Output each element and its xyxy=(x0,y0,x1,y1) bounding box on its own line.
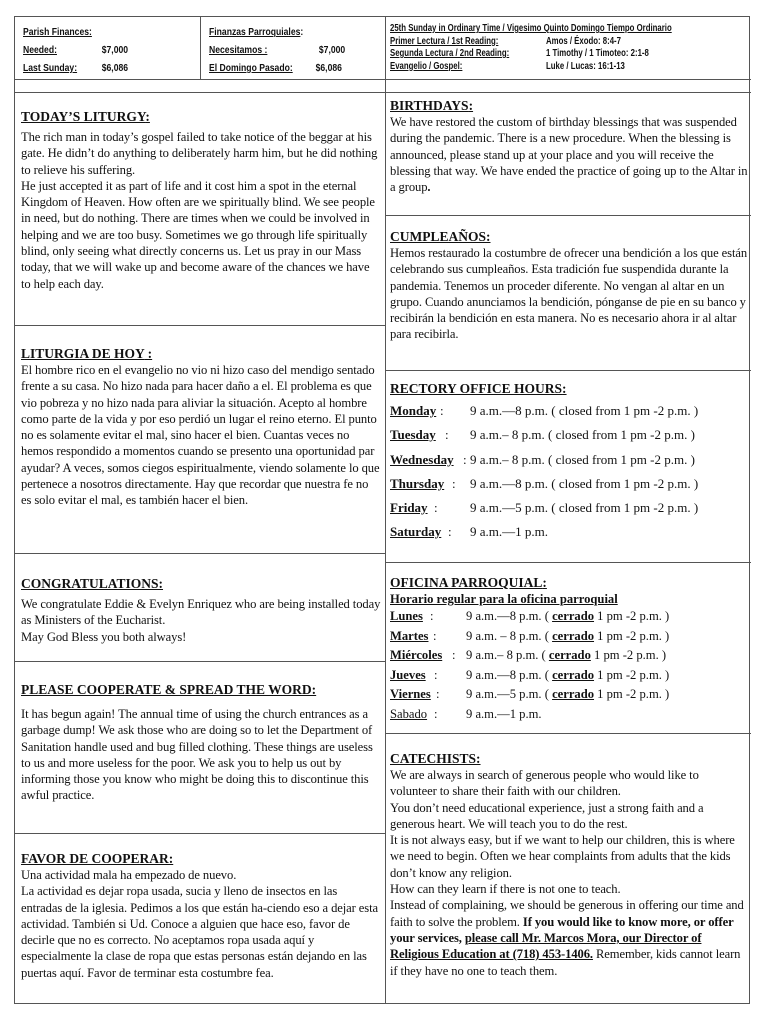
day-sep: : xyxy=(434,667,438,682)
title-suffix: : xyxy=(144,346,153,361)
section-title: LITURGIA DE HOY xyxy=(21,346,145,361)
day-label: Lunes xyxy=(390,609,423,623)
bulletin-page xyxy=(14,16,750,1004)
day-label: Viernes xyxy=(390,687,431,701)
divider xyxy=(385,92,751,93)
hours-row xyxy=(390,687,748,707)
divider xyxy=(15,325,385,326)
section-oficina-parroquial xyxy=(390,575,748,732)
closed-label: cerrado xyxy=(548,648,591,662)
section-subtitle: Horario regular para la oficina parroquial xyxy=(390,592,618,606)
needed-label: Needed: xyxy=(23,44,57,56)
hours-text: 1 pm -2 p.m. ) xyxy=(594,687,670,701)
last-sunday-value: $6,086 xyxy=(101,62,129,74)
section-title: PLEASE COOPERATE & SPREAD THE WORD: xyxy=(21,682,317,697)
day-label: Friday xyxy=(390,500,428,516)
readings-cell xyxy=(390,23,748,79)
hours-row xyxy=(390,500,748,524)
paragraph: Una actividad mala ha empezado de nuevo. xyxy=(21,868,237,882)
section-birthdays xyxy=(390,98,748,213)
paragraph: Instead of complaining, we should be generous in offering our time and faith to solve the problem. xyxy=(390,898,744,929)
paragraph: Remember, kids cannot learn if they have no one to teach them. xyxy=(390,947,741,978)
divider xyxy=(15,92,385,93)
day-sep: : xyxy=(434,500,438,516)
domingo-pasado-value: $6,086 xyxy=(315,62,342,74)
hours-text: 9 a.m.—1 p.m. xyxy=(470,524,548,540)
day-sep: : xyxy=(434,706,438,721)
divider xyxy=(385,733,751,734)
closed-label: cerrado xyxy=(552,609,595,623)
paragraph: La actividad es dejar ropa usada, sucia y lleno de insectos en las entradas de la iglesia. Pedimos a los que están ha-ciendo eso a dejar esta actividad. También si Ud. Conoce a alguien que hace eso, favor de decirle que no es correcto. No aceptamos ropa usada aquí y especialmente la clase de ropa que estas personas están dejando en las puertas aquí. Favor de terminar esta costumbre fea. xyxy=(21,884,378,980)
separator: , xyxy=(458,930,465,945)
paragraph: We have restored the custom of birthday blessings that was suspended during the pandemic. There is a new procedure. When the blessing is announced, please stand up at your place and you will receive the blessing that way. We have ended the practice of going up to the Altar in a group xyxy=(390,115,748,195)
section-catechists xyxy=(390,751,748,1003)
divider xyxy=(15,553,385,554)
section-congratulations xyxy=(21,576,381,658)
hours-text: 9 a.m.—8 p.m. ( xyxy=(466,609,553,623)
contact-info: please call Mr. Marcos Mora, our Director of Religious Education at (718) 453-1406. xyxy=(390,930,702,962)
title-suffix: : xyxy=(476,751,481,766)
section-title: CATECHISTS xyxy=(390,751,477,766)
gospel-label: Evangelio / Gospel: xyxy=(390,60,463,72)
day-label: Tuesday xyxy=(390,427,436,443)
paragraph: We are always in search of generous people who would like to volunteer to share their faith with our children. xyxy=(390,768,699,799)
day-sep: : xyxy=(436,687,440,701)
hours-text: 9 a.m.– 8 p.m. ( closed from 1 pm -2 p.m. ) xyxy=(470,427,695,443)
hours-row xyxy=(390,629,748,649)
hours-row xyxy=(390,452,748,476)
hours-text: 1 pm -2 p.m. ) xyxy=(594,667,670,682)
paragraph: The rich man in today’s gospel failed to take notice of the beggar at his gate. He didn’t do anything to deliberately harm him, but he did nothing to relieve his suffering. xyxy=(21,130,378,177)
hours-row xyxy=(390,427,748,451)
day-label: Jueves xyxy=(390,667,426,682)
day-label: Martes xyxy=(390,628,429,643)
day-sep: : xyxy=(430,609,434,623)
closed-label: cerrado xyxy=(552,628,595,643)
hours-text: 9 a.m.– 8 p.m. ( closed from 1 pm -2 p.m. ) xyxy=(470,451,695,467)
day-label: Miércoles xyxy=(390,648,443,662)
section-liturgia-de-hoy xyxy=(21,346,381,551)
last-sunday-label: Last Sunday: xyxy=(23,62,78,74)
reading-1-value: Amos / Éxodo: 8:4-7 xyxy=(546,35,621,47)
day-sep: : xyxy=(452,648,456,662)
day-label: Sabado xyxy=(390,706,428,721)
section-favor-de-cooperar xyxy=(21,851,381,1003)
day-label: Thursday xyxy=(390,475,445,491)
finances-es-title-suffix: : xyxy=(300,26,304,38)
hours-text: 9 a.m.—8 p.m. ( closed from 1 pm -2 p.m. ) xyxy=(470,475,699,491)
section-title: OFICINA PARROQUIAL xyxy=(390,575,543,590)
hours-text: 9 a.m.—5 p.m. ( closed from 1 pm -2 p.m. ) xyxy=(470,500,699,516)
section-title: FAVOR DE COOPERAR: xyxy=(21,851,174,866)
paragraph: May God Bless you both always! xyxy=(21,629,187,644)
paragraph: It has begun again! The annual time of using the church entrances as a garbage dump! We ask those who are doing so to let the Department of Sanitation handle used and bug filled clothing. These things are useless to us and more useless for the poor. We ask you to help us out by informing those you know who might be doing this to discontinue this awful practice. xyxy=(21,707,373,803)
necesitamos-label: Necesitamos : xyxy=(209,44,268,56)
section-title: RECTORY OFFICE HOURS xyxy=(390,381,563,396)
readings-title: 25th Sunday in Ordinary Time / Vigesimo Quinto Domingo Tiempo Ordinario xyxy=(390,23,672,34)
day-sep: : xyxy=(463,451,467,467)
reading-1-label: Primer Lectura / 1st Reading: xyxy=(390,35,499,47)
hours-text: 9 a.m.– 8 p.m. ( xyxy=(466,648,549,662)
divider xyxy=(385,370,751,371)
day-label: Wednesday xyxy=(390,451,454,467)
section-please-cooperate xyxy=(21,682,381,830)
section-title: BIRTHDAYS xyxy=(390,98,469,113)
paragraph: Hemos restaurado la costumbre de ofrecer una bendición a los que están celebrando sus cumpleaños. Esta tradición fue suspendida durante la pandemia. Tenemos un proceder diferente. No vengan al altar en un grupo. Cuando anunciamos la bendición, pónganse de pie en su banco y recibirán la bendición en esta manera. No es necesario ahora ir al altar para recibirla. xyxy=(390,246,748,342)
necesitamos-value: $7,000 xyxy=(318,44,346,56)
paragraph: You don’t need educational experience, just a strong faith and a generous heart. We will teach you to do the rest. xyxy=(390,800,704,831)
hours-row xyxy=(390,403,748,427)
hours-text: 1 pm -2 p.m. ) xyxy=(590,648,667,662)
section-cumpleanos xyxy=(390,229,748,369)
closed-label: cerrado xyxy=(552,687,595,701)
header-divider xyxy=(15,79,751,80)
hours-text: 9 a.m.—8 p.m. ( xyxy=(466,667,553,682)
hours-text: 9 a.m.—5 p.m. ( xyxy=(466,687,553,701)
header-cell-divider xyxy=(200,17,201,79)
needed-value: $7,000 xyxy=(101,44,129,56)
paragraph: It is not always easy, but if we want to help our children, this is where we need to begin. Often we hear complaints from adults that the kids don’t know any religion. xyxy=(390,833,735,880)
finances-es-title: Finanzas Parroquiales xyxy=(209,26,301,38)
hours-row xyxy=(390,524,748,548)
day-sep: : xyxy=(433,628,437,643)
divider xyxy=(15,661,385,662)
divider xyxy=(385,215,751,216)
hours-text: 9 a.m.—1 p.m. xyxy=(466,706,542,721)
hours-row xyxy=(390,648,748,668)
hours-row xyxy=(390,476,748,500)
finances-en-title: Parish Finances: xyxy=(23,26,92,38)
hours-text: 9 a.m.—8 p.m. ( closed from 1 pm -2 p.m. ) xyxy=(470,403,699,418)
gospel-value: Luke / Lucas: 16:1-13 xyxy=(546,60,625,72)
paragraph: We congratulate Eddie & Evelyn Enriquez who are being installed today as Ministers of the Eucharist. xyxy=(21,597,381,628)
divider xyxy=(15,833,385,834)
paragraph: He just accepted it as part of life and it cost him a spot in the eternal Kingdom of Heaven. How often are we spiritually blind. We see people in need, but do nothing. There are times when we could be involved in helping and we are too busy. Sometimes we go through life spiritually blind, only seeing what directly concerns us. Let us pray in our Mass today, that we will wake up and become aware of the chances we have to help each day. xyxy=(21,178,375,291)
title-suffix: : xyxy=(562,381,567,396)
call-to-action: If you would like to know more, or offer your services xyxy=(390,914,734,945)
hours-row xyxy=(390,707,748,727)
title-suffix: : xyxy=(542,575,547,590)
day-label: Saturday xyxy=(390,524,442,540)
hours-text: 1 pm -2 p.m. ) xyxy=(594,609,670,623)
day-label: Monday xyxy=(390,403,437,418)
hours-text: 9 a.m. – 8 p.m. ( xyxy=(466,628,553,643)
section-rectory-office-hours xyxy=(390,381,748,561)
reading-2-value: 1 Timothy / 1 Timoteo: 2:1-8 xyxy=(546,48,649,59)
day-sep: : xyxy=(448,524,452,540)
hours-row xyxy=(390,668,748,688)
paragraph: El hombre rico en el evangelio no vio ni hizo caso del mendigo sentado frente a su casa. No hizo nada para hacer daño a el. El problema es que vio pobreza y no hizo nada para aliviar la situación. Acepto al hombre como parte de la vida y por eso perdió un lugar el reino eterno. El punto no es solamente evitar el mal, sino hacer el bien. Cuantas veces no hemos respondido a momentos cuando se presento una oportunidad par ayudar? A veces, somos ciegos espiritualmente, viendo solamente lo que pertenece a nosotros directamente. Hay que recordar que nuestra fe no es solo evitar el mal, es también hacer el bien. xyxy=(21,363,380,508)
title-suffix: : xyxy=(145,109,150,124)
section-title: CONGRATULATIONS: xyxy=(21,576,164,591)
day-sep: : xyxy=(440,403,444,418)
reading-2-label: Segunda Lectura / 2nd Reading: xyxy=(390,48,510,59)
period: . xyxy=(427,180,431,195)
day-sep: : xyxy=(452,475,456,491)
column-divider xyxy=(385,17,386,1003)
closed-label: cerrado xyxy=(552,667,595,682)
section-title: TODAY’S LITURGY xyxy=(21,109,146,124)
day-sep: : xyxy=(445,427,449,443)
section-todays-liturgy xyxy=(21,109,381,323)
title-suffix: : xyxy=(468,98,474,113)
divider xyxy=(385,562,751,563)
hours-row xyxy=(390,609,748,629)
finances-es-cell xyxy=(209,23,383,79)
paragraph: How can they learn if there is not one to teach. xyxy=(390,882,621,897)
domingo-pasado-label: El Domingo Pasado: xyxy=(209,62,293,74)
finances-en-cell xyxy=(23,23,198,79)
section-title: CUMPLEAÑOS: xyxy=(390,229,491,244)
hours-text: 1 pm -2 p.m. ) xyxy=(594,628,670,643)
